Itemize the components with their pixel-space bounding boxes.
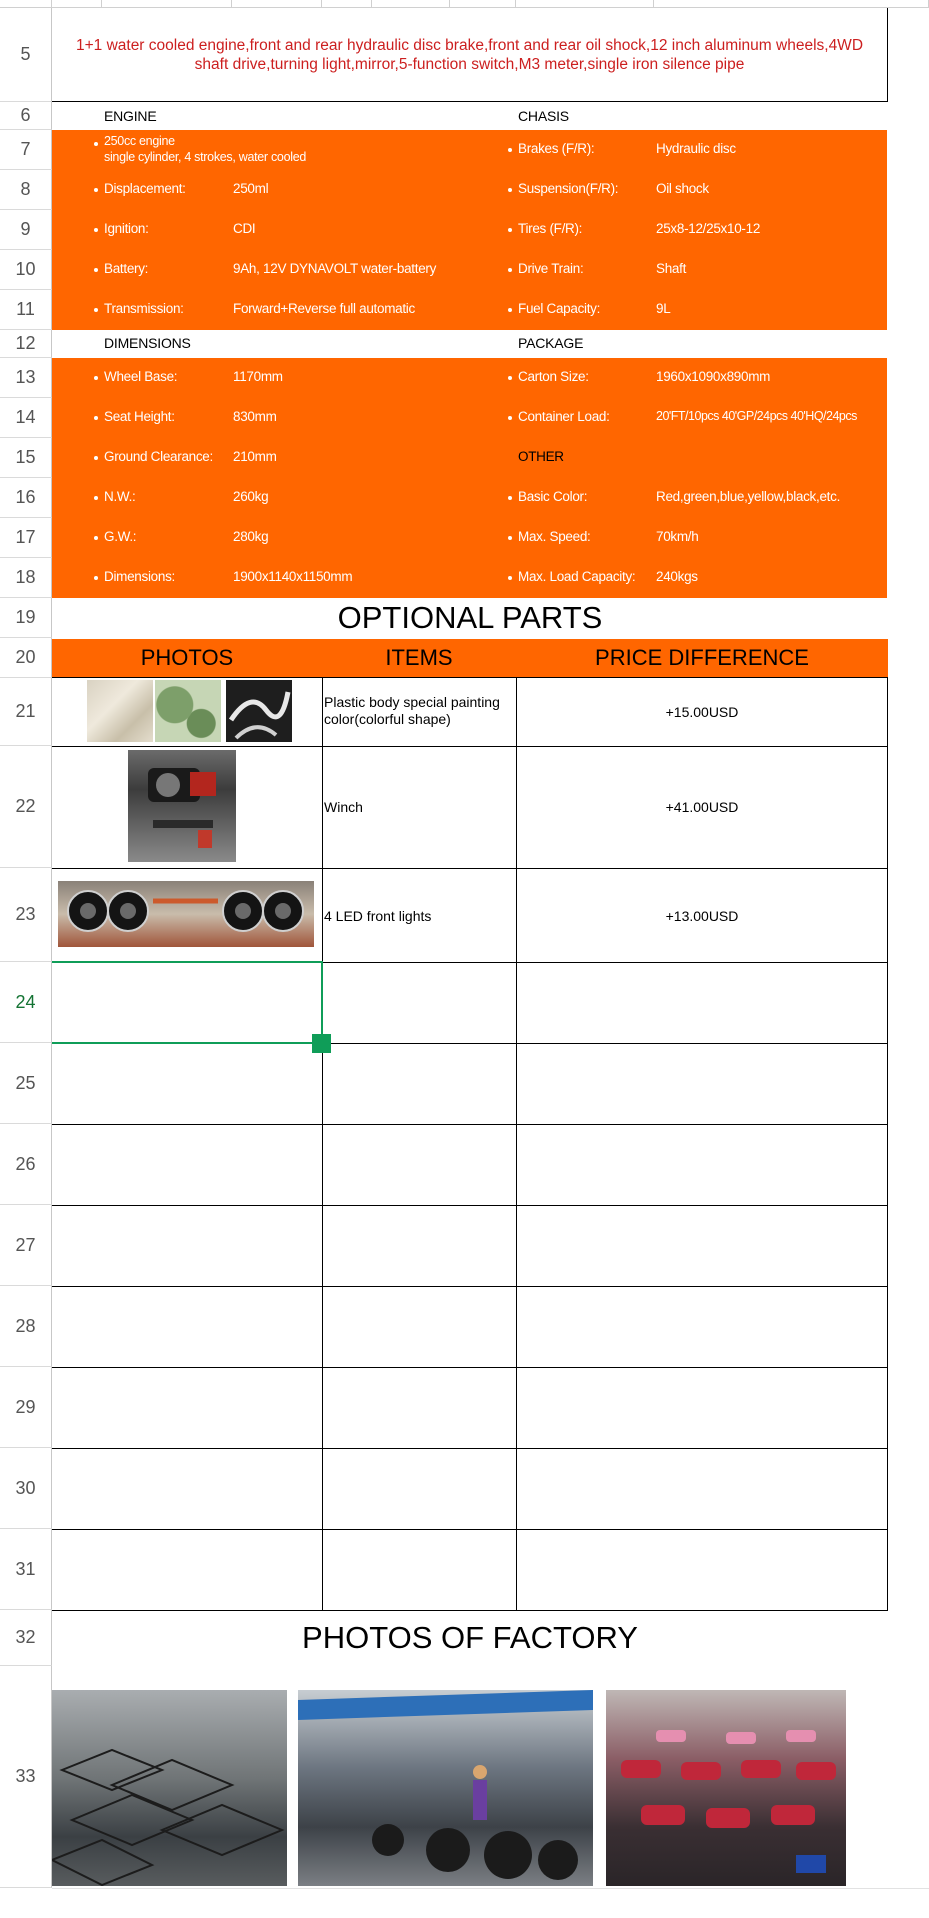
nw-label: N.W.: xyxy=(104,489,136,504)
bullet-icon xyxy=(508,376,512,380)
row-header[interactable]: 7 xyxy=(0,130,52,170)
bullet-icon xyxy=(508,308,512,312)
cell-stub xyxy=(654,0,929,8)
container-value: 20'FT/10pcs 40'GP/24pcs 40'HQ/24pcs xyxy=(656,409,857,423)
row-header[interactable]: 19 xyxy=(0,598,52,638)
section-chasis: CHASIS xyxy=(518,108,569,124)
tires-value: 25x8-12/25x10-12 xyxy=(656,221,761,236)
cell-stub xyxy=(450,0,516,8)
factory-atv-lineup-photo xyxy=(606,1690,846,1886)
bullet-icon xyxy=(508,148,512,152)
painting-swatch-black-photo xyxy=(226,680,292,742)
row-header[interactable]: 29 xyxy=(0,1367,52,1448)
row-header[interactable]: 8 xyxy=(0,170,52,210)
header-photos[interactable]: PHOTOS xyxy=(52,639,322,677)
ignition-value: CDI xyxy=(233,221,256,236)
gw-label: G.W.: xyxy=(104,529,137,544)
row-header[interactable]: 5 xyxy=(0,8,52,102)
header-items[interactable]: ITEMS xyxy=(322,639,516,677)
color-value: Red,green,blue,yellow,black,etc. xyxy=(656,489,841,504)
price-led-lights: +13.00USD xyxy=(665,908,739,924)
led-lights-photo xyxy=(58,881,314,947)
bullet-icon xyxy=(94,142,98,146)
section-dimensions: DIMENSIONS xyxy=(104,335,191,351)
section-other: OTHER xyxy=(518,449,564,464)
battery-label: Battery: xyxy=(104,261,149,276)
ground-value: 210mm xyxy=(233,449,277,464)
row-header[interactable]: 26 xyxy=(0,1124,52,1205)
description-text: 1+1 water cooled engine,front and rear hydraulic disc brake,front and rear oil shock,12 inch aluminum wheels,4WD shaft drive,turning light,mirror,5-function switch,M3 meter,single iron silence pipe xyxy=(75,36,864,73)
row-header[interactable]: 20 xyxy=(0,638,52,678)
transmission-label: Transmission: xyxy=(104,301,184,316)
engine-line2: single cylinder, 4 strokes, water cooled xyxy=(104,150,306,164)
row-header[interactable]: 33 xyxy=(0,1666,52,1888)
table-border xyxy=(52,1205,888,1206)
row-header[interactable]: 32 xyxy=(0,1610,52,1666)
nw-value: 260kg xyxy=(233,489,269,504)
row-header-stub xyxy=(0,0,52,8)
table-border xyxy=(52,677,888,678)
cell-stub xyxy=(52,0,102,8)
cell-stub xyxy=(102,0,232,8)
cell-stub xyxy=(372,0,450,8)
table-border xyxy=(52,1529,888,1530)
bullet-icon xyxy=(508,228,512,232)
bullet-icon xyxy=(94,456,98,460)
seat-label: Seat Height: xyxy=(104,409,175,424)
spec-band-dimensions-package xyxy=(52,358,887,598)
color-label: Basic Color: xyxy=(518,489,588,504)
fuel-label: Fuel Capacity: xyxy=(518,301,601,316)
bullet-icon xyxy=(508,496,512,500)
table-border xyxy=(52,746,888,747)
speed-label: Max. Speed: xyxy=(518,529,591,544)
load-value: 240kgs xyxy=(656,569,698,584)
brakes-value: Hydraulic disc xyxy=(656,141,736,156)
drive-value: Shaft xyxy=(656,261,687,276)
price-painting: +15.00USD xyxy=(665,704,739,720)
cell-stub xyxy=(516,0,654,8)
factory-assembly-photo xyxy=(298,1690,593,1886)
row-header[interactable]: 10 xyxy=(0,250,52,290)
row-header[interactable]: 16 xyxy=(0,478,52,518)
bullet-icon xyxy=(94,268,98,272)
drive-label: Drive Train: xyxy=(518,261,584,276)
carton-label: Carton Size: xyxy=(518,369,589,384)
section-engine: ENGINE xyxy=(104,108,157,124)
header-price[interactable]: PRICE DIFFERENCE xyxy=(516,639,888,677)
bullet-icon xyxy=(94,536,98,540)
factory-title: PHOTOS OF FACTORY xyxy=(302,1620,638,1655)
transmission-value: Forward+Reverse full automatic xyxy=(233,301,415,316)
dimensions-label: Dimensions: xyxy=(104,569,175,584)
section-package: PACKAGE xyxy=(518,335,584,351)
wheelbase-label: Wheel Base: xyxy=(104,369,178,384)
battery-value: 9Ah, 12V DYNAVOLT water-battery xyxy=(233,261,437,276)
row-header[interactable]: 11 xyxy=(0,290,52,330)
ignition-label: Ignition: xyxy=(104,221,149,236)
row-header[interactable]: 13 xyxy=(0,358,52,398)
displacement-label: Displacement: xyxy=(104,181,186,196)
price-winch: +41.00USD xyxy=(665,799,739,815)
suspension-value: Oil shock xyxy=(656,181,709,196)
bullet-icon xyxy=(508,576,512,580)
carton-value: 1960x1090x890mm xyxy=(656,369,771,384)
cell-stub xyxy=(232,0,322,8)
row-header[interactable]: 23 xyxy=(0,868,52,962)
item-led-lights: 4 LED front lights xyxy=(324,908,432,924)
row-header[interactable]: 14 xyxy=(0,398,52,438)
row-header[interactable]: 30 xyxy=(0,1448,52,1529)
table-border xyxy=(887,677,888,1610)
fill-handle[interactable] xyxy=(312,1034,331,1053)
row-header[interactable]: 31 xyxy=(0,1529,52,1610)
item-painting: Plastic body special painting color(colorful shape) xyxy=(324,694,500,727)
container-label: Container Load: xyxy=(518,409,610,424)
row-header[interactable]: 18 xyxy=(0,558,52,598)
table-border xyxy=(52,1610,888,1611)
row-header[interactable]: 17 xyxy=(0,518,52,558)
suspension-label: Suspension(F/R): xyxy=(518,181,619,196)
factory-frames-photo xyxy=(52,1690,287,1886)
bullet-icon xyxy=(508,268,512,272)
bullet-icon xyxy=(508,536,512,540)
grid-line xyxy=(52,1888,929,1889)
row-header[interactable]: 15 xyxy=(0,438,52,478)
bullet-icon xyxy=(94,576,98,580)
brakes-label: Brakes (F/R): xyxy=(518,141,595,156)
row-header[interactable]: 25 xyxy=(0,1043,52,1124)
painting-swatch-green-photo xyxy=(155,680,221,742)
row-header[interactable]: 12 xyxy=(0,330,52,358)
cell-stub xyxy=(322,0,372,8)
row-header[interactable]: 27 xyxy=(0,1205,52,1286)
table-border xyxy=(52,1367,888,1368)
row-header[interactable]: 9 xyxy=(0,210,52,250)
tires-label: Tires (F/R): xyxy=(518,221,583,236)
row-header[interactable]: 28 xyxy=(0,1286,52,1367)
bullet-icon xyxy=(94,376,98,380)
gw-value: 280kg xyxy=(233,529,269,544)
engine-line1: 250cc engine xyxy=(104,134,175,148)
winch-photo xyxy=(128,750,236,862)
ground-label: Ground Clearance: xyxy=(104,449,213,464)
selected-cell[interactable] xyxy=(52,961,323,1044)
optional-parts-title: OPTIONAL PARTS xyxy=(337,600,603,635)
painting-swatch-cream-photo xyxy=(87,680,153,742)
table-border xyxy=(322,677,323,1610)
item-winch: Winch xyxy=(324,799,363,815)
fuel-value: 9L xyxy=(656,301,671,316)
row-header[interactable]: 6 xyxy=(0,102,52,130)
load-label: Max. Load Capacity: xyxy=(518,569,636,584)
table-border xyxy=(52,868,888,869)
row-header[interactable]: 22 xyxy=(0,746,52,868)
bullet-icon xyxy=(508,188,512,192)
dimensions-value: 1900x1140x1150mm xyxy=(233,569,353,584)
table-border xyxy=(52,1124,888,1125)
bullet-icon xyxy=(94,228,98,232)
row-header[interactable]: 21 xyxy=(0,678,52,746)
bullet-icon xyxy=(94,496,98,500)
displacement-value: 250ml xyxy=(233,181,269,196)
bullet-icon xyxy=(94,188,98,192)
bullet-icon xyxy=(508,416,512,420)
row-header-selected[interactable]: 24 xyxy=(0,962,52,1043)
speed-value: 70km/h xyxy=(656,529,699,544)
bullet-icon xyxy=(94,308,98,312)
table-border xyxy=(52,1286,888,1287)
seat-value: 830mm xyxy=(233,409,277,424)
description-cell[interactable] xyxy=(52,8,888,102)
wheelbase-value: 1170mm xyxy=(233,369,283,384)
table-border xyxy=(516,677,517,1610)
bullet-icon xyxy=(94,416,98,420)
table-border xyxy=(52,1448,888,1449)
